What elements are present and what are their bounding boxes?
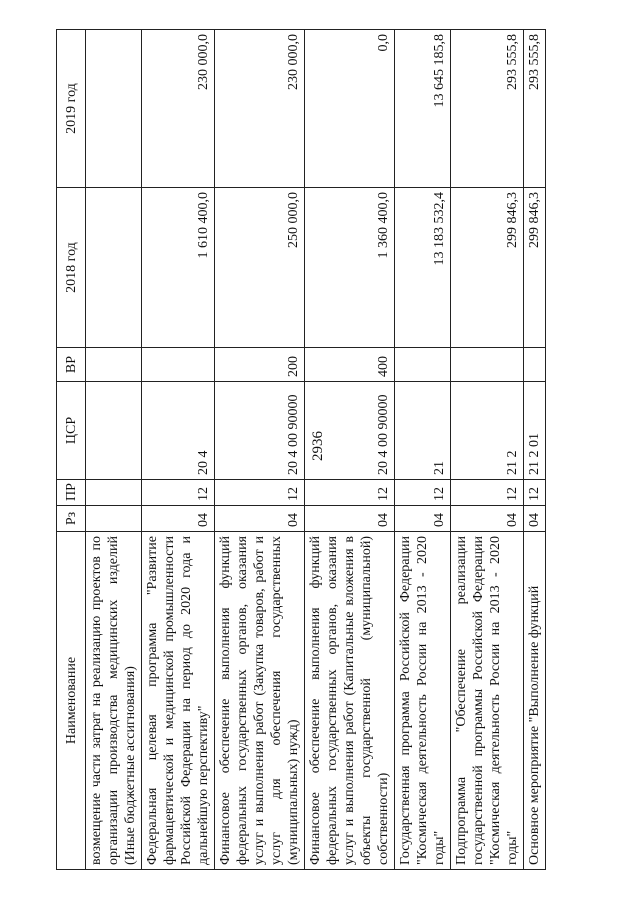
header-name: Наименование — [57, 532, 86, 870]
row-vr: 400 — [305, 348, 395, 382]
header-rz: Рз — [57, 506, 86, 532]
row-rz: 04 — [524, 506, 546, 532]
row-name: возмещение части затрат на реализацию проектов по организации производства медицинских изделий (Иные бюджетные ассигнования) — [86, 532, 142, 870]
row-2018: 1 610 400,0 — [142, 188, 215, 348]
row-2019: 293 555,8 — [524, 30, 546, 188]
header-2018: 2018 год — [57, 188, 86, 348]
row-2018 — [86, 188, 142, 348]
header-2019: 2019 год — [57, 30, 86, 188]
table-row — [524, 30, 546, 870]
table-row — [142, 30, 215, 870]
row-name: Подпрограмма "Обеспечение реализации государственной программы Российской Федерации "Космическая деятельность России на 2013 - 2020 годы" — [451, 532, 524, 870]
row-csr: 21 2 — [451, 382, 524, 480]
row-pr: 12 — [215, 480, 305, 506]
row-name: Финансовое обеспечение выполнения функций федеральных государственных органов, оказания услуг и выполнения работ (Закупка товаров, работ и услуг для обеспечения государственных (муниципальных) нужд) — [215, 532, 305, 870]
budget-table — [56, 29, 546, 870]
row-csr: 20 4 — [142, 382, 215, 480]
row-vr — [451, 348, 524, 382]
row-rz: 04 — [451, 506, 524, 532]
row-pr: 12 — [524, 480, 546, 506]
row-vr — [395, 348, 451, 382]
table-row — [395, 30, 451, 870]
row-csr: 21 2 01 — [524, 382, 546, 480]
row-2019: 0,0 — [305, 30, 395, 188]
row-2018: 299 846,3 — [524, 188, 546, 348]
row-name: Государственная программа Российской Федерации "Космическая деятельность России на 2013 - 2020 годы" — [395, 532, 451, 870]
row-name: Основное мероприятие "Выполнение функций — [524, 532, 546, 870]
table-row — [215, 30, 305, 870]
table-header-row — [57, 30, 86, 870]
row-pr: 12 — [305, 480, 395, 506]
row-vr — [524, 348, 546, 382]
row-pr: 12 — [451, 480, 524, 506]
header-csr: ЦСР — [57, 382, 86, 480]
row-pr: 12 — [395, 480, 451, 506]
row-2018: 1 360 400,0 — [305, 188, 395, 348]
row-csr: 20 4 00 90000 — [215, 382, 305, 480]
row-2019: 293 555,8 — [451, 30, 524, 188]
row-csr — [86, 382, 142, 480]
row-name: Федеральная целевая программа "Развитие фармацевтической и медицинской промышленности Российской Федерации на период до 2020 года и дальнейшую перспективу" — [142, 532, 215, 870]
row-2018: 299 846,3 — [451, 188, 524, 348]
row-vr — [86, 348, 142, 382]
row-2019: 230 000,0 — [215, 30, 305, 188]
row-rz: 04 — [305, 506, 395, 532]
row-vr: 200 — [215, 348, 305, 382]
row-2019: 13 645 185,8 — [395, 30, 451, 188]
table-row — [86, 30, 142, 870]
row-rz — [86, 506, 142, 532]
header-pr: ПР — [57, 480, 86, 506]
page-number: 2936 — [310, 431, 326, 461]
table-row — [451, 30, 524, 870]
row-csr: 20 4 00 90000 — [305, 382, 395, 480]
rotated-table-container — [56, 30, 592, 870]
row-2019: 230 000,0 — [142, 30, 215, 188]
row-rz: 04 — [215, 506, 305, 532]
row-vr — [142, 348, 215, 382]
row-pr: 12 — [142, 480, 215, 506]
row-rz: 04 — [142, 506, 215, 532]
row-2018: 250 000,0 — [215, 188, 305, 348]
row-rz: 04 — [395, 506, 451, 532]
row-csr: 21 — [395, 382, 451, 480]
header-vr: ВР — [57, 348, 86, 382]
row-2018: 13 183 532,4 — [395, 188, 451, 348]
row-name: Финансовое обеспечение выполнения функций федеральных государственных органов, оказания услуг и выполнения работ (Капитальные вложения в объекты государственной (муниципальной) собственности) — [305, 532, 395, 870]
row-pr — [86, 480, 142, 506]
row-2019 — [86, 30, 142, 188]
table-row — [305, 30, 395, 870]
